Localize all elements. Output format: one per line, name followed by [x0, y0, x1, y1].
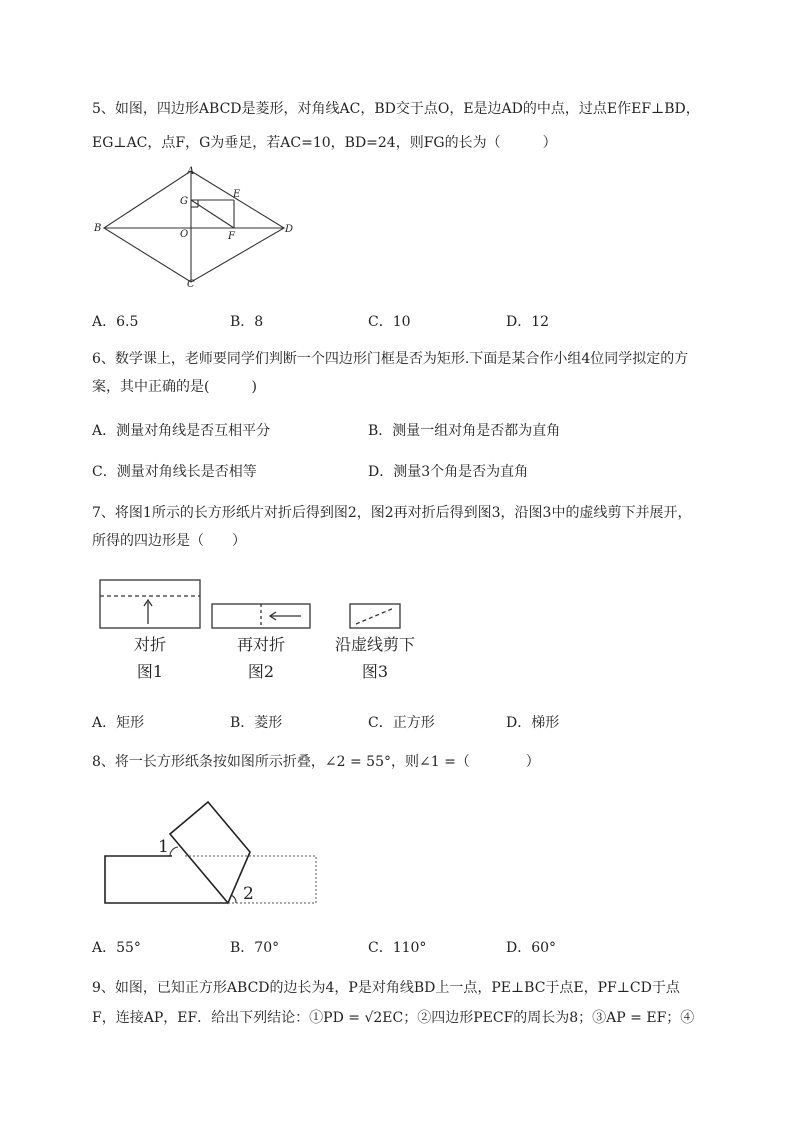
strip-folded-flap: [170, 802, 250, 903]
q6-option-c[interactable]: C．测量对角线长是否相等: [92, 464, 257, 480]
question-6: [92, 345, 732, 401]
figure-3-dashed-line: [356, 608, 394, 624]
q9-text-line1: 9、如图，已知正方形ABCD的边长为4，P是对角线BD上一点，PE⊥BC于点E，PF⊥CD于点: [92, 980, 680, 996]
q7-option-d[interactable]: D．梯形: [506, 715, 560, 731]
figure-3-action: 沿虚线剪下: [334, 635, 416, 654]
rhombus-abcd: [104, 171, 284, 282]
q8-text: 8、将一长方形纸条按如图所示折叠，∠2 = 55°，则∠1 =（ ）: [92, 754, 540, 770]
q8-option-d[interactable]: D．60°: [506, 940, 557, 956]
figure-2-label: 图2: [247, 662, 275, 681]
q5-text-line2: EG⊥AC，点F，G为垂足，若AC=10，BD=24，则FG的长为（ ）: [92, 135, 557, 151]
q7-text-line2: 所得的四边形是（ ）: [92, 533, 246, 549]
question-7: [92, 499, 732, 555]
q8-option-a[interactable]: A．55°: [92, 940, 141, 956]
q7-text-line1: 7、将图1所示的长方形纸片对折后得到图2，图2再对折后得到图3，沿图3中的虚线剪下并展开，: [92, 505, 692, 521]
label-o: O: [180, 229, 189, 240]
label-g: G: [180, 196, 188, 207]
q6-text-line1: 6、数学课上，老师要同学们判断一个四边形门框是否为矩形.下面是某合作小组4位同学拟定的方: [92, 351, 689, 367]
label-e: E: [233, 189, 241, 200]
q8-option-c[interactable]: C．110°: [368, 940, 427, 956]
label-f: F: [228, 231, 235, 242]
label-b: B: [94, 223, 102, 234]
q5-option-a[interactable]: A．6.5: [92, 314, 139, 330]
figure-2-action: 再对折: [236, 635, 286, 654]
q5-rhombus-figure: [92, 163, 302, 291]
angle-1-arc: [170, 847, 178, 856]
q5-number: 5、: [92, 101, 115, 117]
q5-text-line1: 如图，四边形ABCD是菱形，对角线AC，BD交于点O，E是边AD的中点，过点E作EF⊥BD，: [114, 101, 700, 117]
label-c: C: [187, 279, 195, 290]
question-9: [92, 974, 732, 1032]
angle-2-label: 2: [243, 884, 254, 904]
q7-option-c[interactable]: C．正方形: [368, 715, 435, 731]
q9-text-line2: F，连接AP，EF．给出下列结论：①PD = √2EC；②四边形PECF的周长为8；③AP = EF；④: [92, 1010, 695, 1026]
q7-option-a[interactable]: A．矩形: [92, 715, 145, 731]
q6-option-d[interactable]: D．测量3个角是否为直角: [368, 464, 529, 480]
q6-option-a[interactable]: A．测量对角线是否互相平分: [92, 423, 271, 439]
q8-folded-strip-figure: [100, 798, 324, 910]
strip-left-part: [105, 856, 228, 903]
angle-1-label: 1: [158, 837, 169, 857]
question-8: [92, 748, 732, 776]
label-a: A: [187, 166, 195, 177]
q6-option-b[interactable]: B．测量一组对角是否都为直角: [368, 423, 561, 439]
q5-option-b[interactable]: B．8: [230, 314, 264, 330]
figure-1-label: 图1: [136, 662, 164, 681]
q5-option-c[interactable]: C．10: [368, 314, 411, 330]
question-5: [92, 95, 732, 157]
q7-folding-figures: [96, 576, 436, 686]
q6-text-line2: 案，其中正确的是( ): [92, 379, 257, 395]
label-d: D: [285, 224, 294, 235]
figure-1-action: 对折: [133, 635, 167, 654]
q7-option-b[interactable]: B．菱形: [230, 715, 283, 731]
figure-3-label: 图3: [361, 662, 389, 681]
q5-option-d[interactable]: D．12: [506, 314, 550, 330]
q8-option-b[interactable]: B．70°: [230, 940, 280, 956]
figure-3-rect: [350, 604, 400, 628]
